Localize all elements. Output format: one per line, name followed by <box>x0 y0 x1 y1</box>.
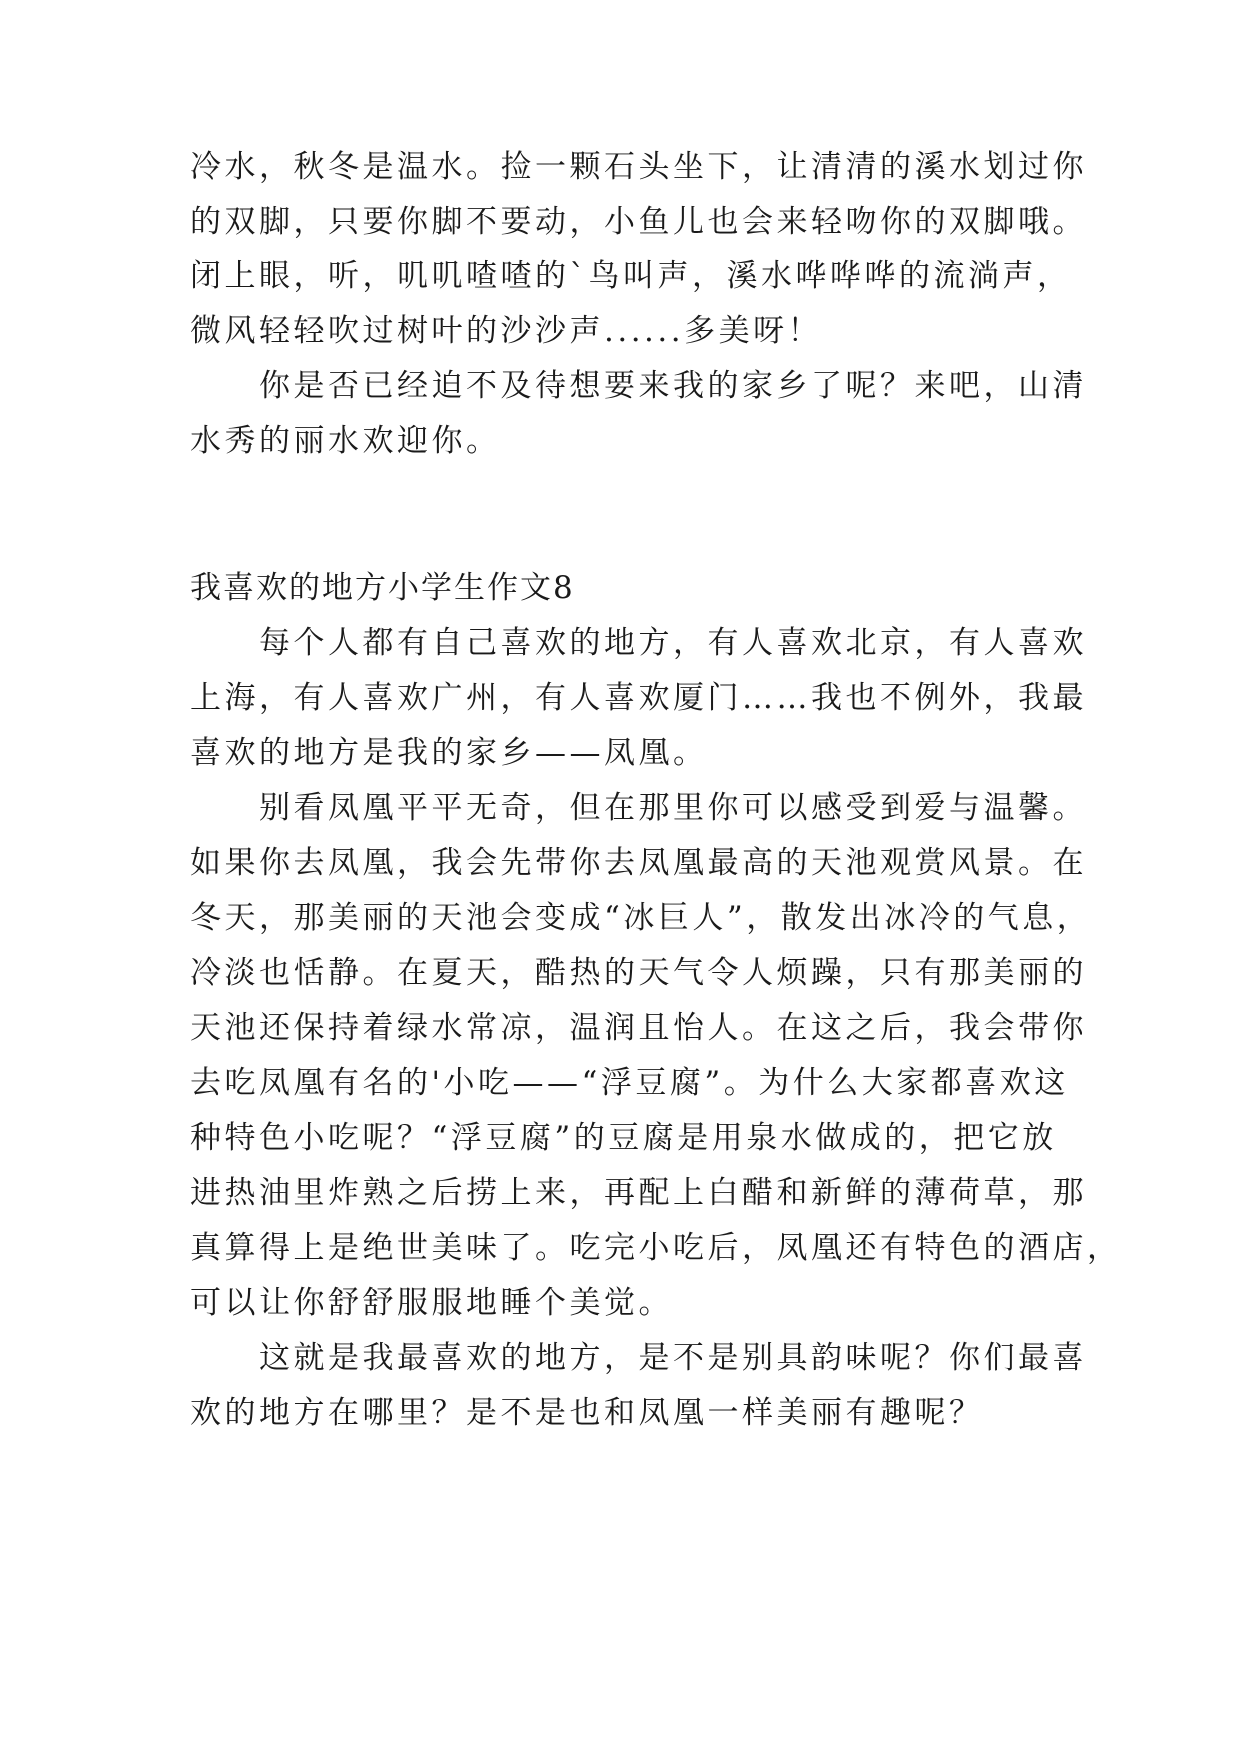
text-line: 可以让你舒舒服服地睡个美觉。 <box>190 1285 673 1321</box>
text-line: 水秀的丽水欢迎你。 <box>190 423 501 459</box>
text-line: 天池还保持着绿水常凉，温润且怡人。在这之后，我会带你 <box>190 1010 1087 1046</box>
text-line: 的双脚，只要你脚不要动，小鱼儿也会来轻吻你的双脚哦。 <box>190 204 1087 240</box>
text-line: 欢的地方在哪里？是不是也和凤凰一样美丽有趣呢？ <box>190 1395 984 1431</box>
text-line: 冷淡也恬静。在夏天，酷热的天气令人烦躁，只有那美丽的 <box>190 955 1087 991</box>
text-line: 上海，有人喜欢广州，有人喜欢厦门……我也不例外，我最 <box>190 680 1087 716</box>
text-line: 你是否已经迫不及待想要来我的家乡了呢？来吧，山清 <box>190 368 1087 404</box>
text-line: 微风轻轻吹过树叶的沙沙声......多美呀！ <box>190 313 823 349</box>
text-line: 冷水，秋冬是温水。捡一颗石头坐下，让清清的溪水划过你 <box>190 149 1087 185</box>
text-line: 每个人都有自己喜欢的地方，有人喜欢北京，有人喜欢 <box>190 625 1087 661</box>
text-line: 去吃凤凰有名的'小吃——“浮豆腐”。为什么大家都喜欢这 <box>190 1065 1069 1101</box>
text-line: 别看凤凰平平无奇，但在那里你可以感受到爱与温馨。 <box>190 790 1087 826</box>
text-line: 真算得上是绝世美味了。吃完小吃后，凤凰还有特色的酒店， <box>190 1230 1122 1266</box>
section-title: 我喜欢的地方小学生作文8 <box>190 570 575 606</box>
text-line: 冬天，那美丽的天池会变成“冰巨人”，散发出冰冷的气息， <box>190 900 1092 936</box>
text-line: 进热油里炸熟之后捞上来，再配上白醋和新鲜的薄荷草，那 <box>190 1175 1087 1211</box>
text-line: 闭上眼，听，叽叽喳喳的`鸟叫声，溪水哗哗哗的流淌声， <box>190 258 1072 294</box>
text-line: 种特色小吃呢？“浮豆腐”的豆腐是用泉水做成的，把它放 <box>190 1120 1057 1156</box>
text-line: 喜欢的地方是我的家乡——凤凰。 <box>190 735 708 771</box>
text-line: 如果你去凤凰，我会先带你去凤凰最高的天池观赏风景。在 <box>190 845 1087 881</box>
text-line: 这就是我最喜欢的地方，是不是别具韵味呢？你们最喜 <box>190 1340 1087 1376</box>
